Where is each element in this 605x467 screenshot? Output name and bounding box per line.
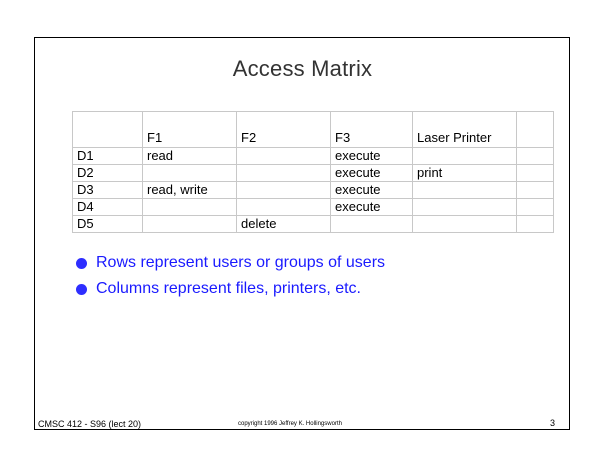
header-cell: Laser Printer bbox=[413, 112, 517, 148]
table-cell bbox=[237, 182, 331, 199]
table-cell: execute bbox=[331, 165, 413, 182]
header-cell: F3 bbox=[331, 112, 413, 148]
bullet-list bbox=[76, 250, 385, 302]
table-cell bbox=[517, 216, 554, 233]
table-cell bbox=[517, 182, 554, 199]
bullet-text: Rows represent users or groups of users bbox=[96, 254, 386, 271]
table-cell bbox=[331, 216, 413, 233]
footer-course: CMSC 412 - S96 (lect 20) bbox=[38, 419, 142, 429]
table-cell: print bbox=[413, 165, 517, 182]
table-cell: D5 bbox=[73, 216, 143, 233]
table-cell bbox=[237, 165, 331, 182]
bullet-item bbox=[76, 250, 385, 276]
access-matrix-table bbox=[72, 111, 554, 233]
table-cell: execute bbox=[331, 182, 413, 199]
table-row bbox=[73, 199, 554, 216]
table-cell: read, write bbox=[143, 182, 237, 199]
table-cell bbox=[517, 148, 554, 165]
table-row bbox=[73, 216, 554, 233]
table-cell: read bbox=[143, 148, 237, 165]
table-cell: delete bbox=[237, 216, 331, 233]
page-number: 3 bbox=[550, 418, 556, 428]
table-cell: execute bbox=[331, 199, 413, 216]
table-cell bbox=[143, 165, 237, 182]
table-row bbox=[73, 148, 554, 165]
table-cell bbox=[517, 199, 554, 216]
table-cell bbox=[143, 199, 237, 216]
slide-title: Access Matrix bbox=[232, 56, 373, 81]
table-header-row bbox=[73, 112, 554, 148]
table-row bbox=[73, 182, 554, 199]
header-cell: F1 bbox=[143, 112, 237, 148]
table-cell: execute bbox=[331, 148, 413, 165]
header-cell bbox=[73, 112, 143, 148]
table-cell: D4 bbox=[73, 199, 143, 216]
table-cell bbox=[143, 216, 237, 233]
table-cell bbox=[237, 148, 331, 165]
table-row bbox=[73, 165, 554, 182]
table-cell bbox=[413, 199, 517, 216]
bullet-item bbox=[76, 276, 385, 302]
table-cell bbox=[413, 148, 517, 165]
table-cell: D3 bbox=[73, 182, 143, 199]
footer-copyright: copyright 1996 Jeffrey K. Hollingsworth bbox=[238, 421, 342, 427]
table-cell bbox=[413, 216, 517, 233]
table-cell bbox=[237, 199, 331, 216]
bullet-dot-icon bbox=[76, 284, 87, 295]
slide-frame bbox=[34, 37, 570, 430]
table-cell: D1 bbox=[73, 148, 143, 165]
bullet-text: Columns represent files, printers, etc. bbox=[96, 280, 361, 297]
table-cell: D2 bbox=[73, 165, 143, 182]
header-cell: F2 bbox=[237, 112, 331, 148]
table-cell bbox=[517, 165, 554, 182]
header-cell bbox=[517, 112, 554, 148]
table-cell bbox=[413, 182, 517, 199]
bullet-dot-icon bbox=[76, 258, 87, 269]
